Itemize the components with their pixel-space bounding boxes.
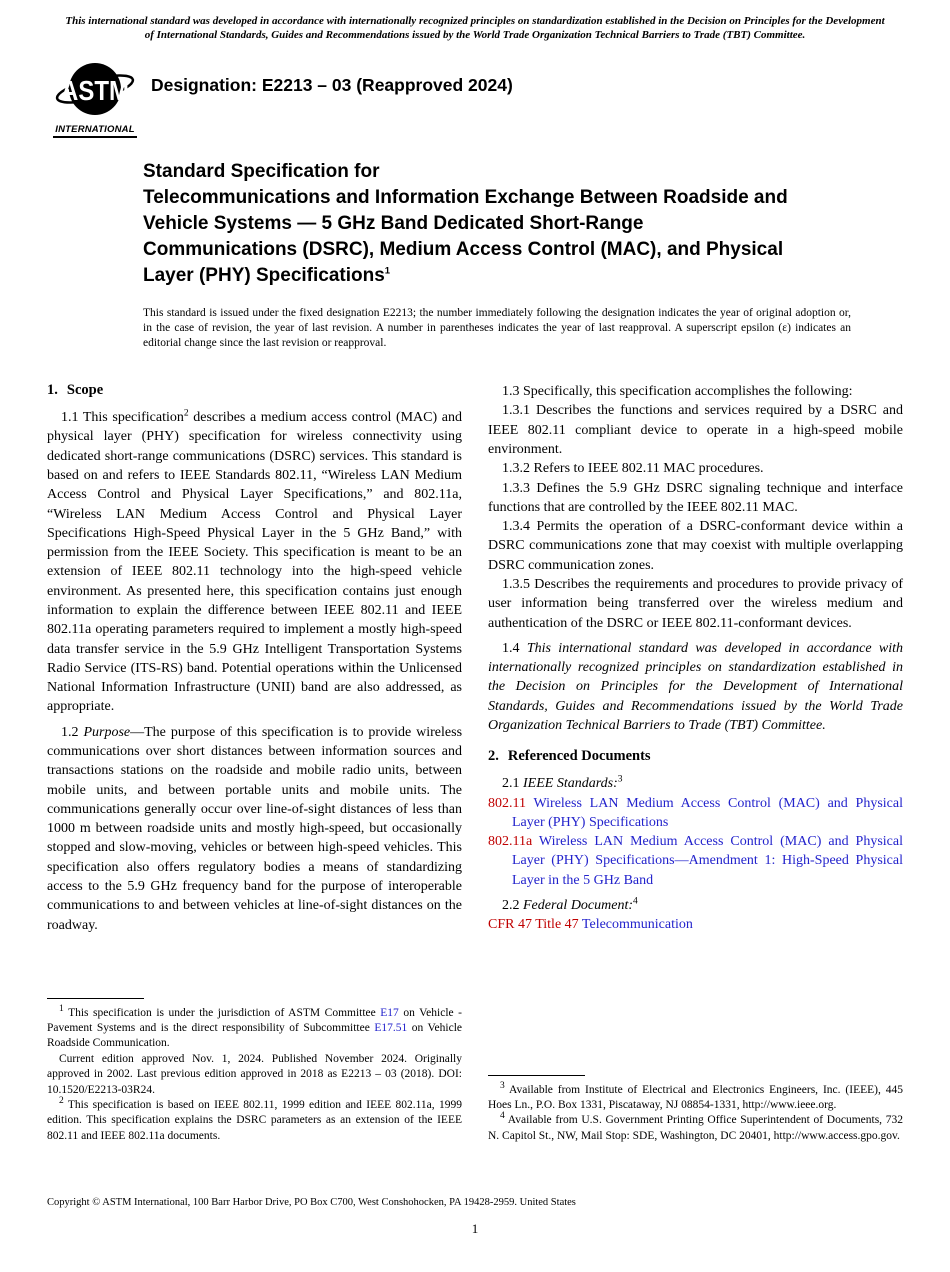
right-footnotes <box>488 1075 903 1145</box>
wto-notice: This international standard was developed in accordance with internationally recognized principles on standardization established in the Decision on Principles for the Development of International Standards, Guides and Recommendations issued by the World Trade Organization Technical Barriers to Trade (TBT) Committee. <box>65 15 885 42</box>
reference-title-link[interactable]: Wireless LAN Medium Access Control (MAC) and Physical Layer (PHY) Specifications <box>512 795 903 830</box>
astm-logo <box>53 61 137 138</box>
svg-text:ASTM: ASTM <box>61 76 129 107</box>
reference-number[interactable]: CFR 47 Title 47 <box>488 917 579 933</box>
paragraph-1-4 <box>488 639 903 735</box>
footnote-text: Available from Institute of Electrical and Electronics Engineers, Inc. (IEEE), 445 Hoes Ln., P.O. Box 1331, Piscataway, NJ 08854-1331, http://www.ieee.org. <box>488 1083 903 1111</box>
right-column <box>488 382 903 1144</box>
footnote-text: This specification is under the jurisdiction of ASTM Committee <box>63 1006 381 1019</box>
footnote-divider <box>488 1075 585 1076</box>
page-number: 1 <box>471 1221 479 1236</box>
section-title: Scope <box>66 382 104 399</box>
paragraph-text: 1.1 This specification <box>61 410 184 426</box>
paragraph-2-1 <box>488 774 903 793</box>
paragraph-number: 1.2 <box>61 724 84 740</box>
paragraph-italic-text: This international standard was developed in accordance with internationally recognized principles on standardization established in the Decision on Principles for the Development of International Standards, Guides and Recommendations issued by the World Trade Organization Technical Barriers to Trade (TBT) Committee. <box>488 640 904 733</box>
astm-logo-label: INTERNATIONAL <box>53 124 137 138</box>
title-footnote-ref: 1 <box>384 265 391 277</box>
two-column-body <box>47 382 903 1144</box>
paragraph-text: —The purpose of this specification is to provide wireless communications over short distances between information sources and transactions stations on the roadside and mobile radio units, between mobile units, and between portable units and mobile units. The communications generally occur over line-of-sight distances of less than 1000 m between roadside units and mostly high-speed, but occasionally stopped and slow-moving, vehicles or between high-speed vehicles. This specification also offers regulatory bodies a means of standardizing access to the 5.9 GHz frequency band for the purpose of interoperable communications to and between vehicles at line-of-sight distances on the roadway. <box>47 724 463 933</box>
reference-title-link[interactable]: Telecommunication <box>578 917 693 933</box>
section-heading-referenced-documents <box>488 748 903 765</box>
left-footnotes <box>47 998 462 1145</box>
paragraph-1-3-2: 1.3.2 Refers to IEEE 802.11 MAC procedures. <box>502 461 764 477</box>
footnote-text: This specification is based on IEEE 802.11, 1999 edition and IEEE 802.11a, 1999 edition. This specification explains the DSRC parameters as an extension of the IEEE 802.11 and IEEE 802.11a documents. <box>47 1098 462 1142</box>
paragraph-1-1 <box>47 408 462 717</box>
paragraph-1-3-3: 1.3.3 Defines the 5.9 GHz DSRC signaling technique and interface functions that are controlled by the IEEE 802.11 MAC. <box>488 480 903 515</box>
paragraph-lead-italic: Purpose <box>83 724 131 740</box>
link-e17-51[interactable]: E17.51 <box>374 1021 408 1034</box>
footnote-ref-4: 4 <box>633 896 638 907</box>
title-main: Telecommunications and Information Exchange Between Roadside and Vehicle Systems — 5 GHz Band Dedicated Short-Range Communications (DSRC), Medium Access Control (MAC), and Physical Layer (PHY) Specifications <box>143 186 788 286</box>
section-heading-scope <box>47 382 462 399</box>
paragraph-lead-italic: Federal Document: <box>523 897 634 913</box>
left-column <box>47 382 462 1144</box>
paragraph-number: 1.4 <box>502 640 527 656</box>
paragraph-1-3-5: 1.3.5 Describes the requirements and procedures to provide privacy of user information being transferred over the wireless medium and authentication of the DSRC or IEEE 802.11-conformant devices. <box>488 577 903 631</box>
paragraph-1-2 <box>47 723 462 935</box>
astm-globe-icon <box>54 61 136 119</box>
footnote-1-edition: Current edition approved Nov. 1, 2024. Published November 2024. Originally approved in 2002. Last previous edition approved in 2018 as E2213 – 03 (2018). DOI: 10.1520/E2213-03R24. <box>47 1052 462 1096</box>
paragraph-2-2 <box>488 896 903 915</box>
issued-note: This standard is issued under the fixed designation E2213; the number immediately following the designation indicates the year of original adoption or, in the case of revision, the year of last revision. A number in parentheses indicates the year of last reapproval. A superscript epsilon (ε) indicates an editorial change since the last revision or reapproval. <box>143 306 851 350</box>
paragraph-text: describes a medium access control (MAC) and physical layer (PHY) specification for wireless connectivity using dedicated short-range communications (DSRC) services. This standard is based on and refers to IEEE Standards 802.11, “Wireless LAN Medium Access Control and Physical Layer Specifications,” and 802.11a, “Wireless LAN Medium Access Control and Physical Layer Specifications High-Speed Physical Layer in the 5 GHz Band,” with permission from the IEEE Society. This specification is meant to be an extension of IEEE 802.11 technology into the high-speed vehicle environment. As presented here, this specification contains just enough information to explain the difference between IEEE 802.11 and IEEE 802.11a operating parameters required to implement a mostly high-speed data transfer service in the 5.9 GHz Intelligent Transportation Systems Radio Service (ITS-RS) band. Potential operations within the Unlicensed National Information Infrastructure (UNII) band are also addressed, as appropriate. <box>47 410 462 715</box>
paragraph-1-3: 1.3 Specifically, this specification accomplishes the following: <box>502 384 853 400</box>
section-title: Referenced Documents <box>507 748 651 765</box>
footnote-4 <box>488 1113 903 1144</box>
reference-802-11a[interactable] <box>488 832 903 890</box>
footnote-text: Available from U.S. Government Printing Office Superintendent of Documents, 732 N. Capitol St., NW, Mail Stop: SDE, Washington, DC 20401, http://www.access.gpo.gov. <box>488 1114 903 1142</box>
copyright-line: Copyright © ASTM International, 100 Barr Harbor Drive, PO Box C700, West Conshohocken, PA 19428-2959. United States <box>47 1197 576 1208</box>
paragraph-1-3-1: 1.3.1 Describes the functions and services required by a DSRC and IEEE 802.11 compliant device to operate in a high-speed mobile environment. <box>488 403 903 458</box>
paragraph-1-3-4: 1.3.4 Permits the operation of a DSRC-conformant device within a DSRC communications zone that may coexist with multiple overlapping DSRC communication zones. <box>488 519 903 573</box>
footnote-number: 2 <box>59 1096 64 1107</box>
footnote-text: on Vehicle - Pavement Systems and is the direct responsibility of Subcommittee <box>47 1006 462 1034</box>
footnote-number: 3 <box>500 1080 505 1091</box>
page-title <box>143 159 791 289</box>
masthead <box>53 61 950 133</box>
section-number: 1. <box>47 382 58 399</box>
reference-number[interactable]: 802.11 <box>488 795 526 811</box>
footnote-text: on Vehicle Roadside Communication. <box>47 1021 462 1050</box>
reference-title-link[interactable]: Wireless LAN Medium Access Control (MAC) and Physical Layer (PHY) Specifications—Amendment 1: High-Speed Physical Layer in the 5 GHz Band <box>512 834 903 888</box>
reference-cfr-47[interactable] <box>488 915 903 934</box>
link-e17[interactable]: E17 <box>380 1006 399 1019</box>
paragraph-lead-italic: IEEE Standards: <box>523 776 618 792</box>
reference-number[interactable]: 802.11a <box>488 834 533 850</box>
footnote-number: 4 <box>500 1111 505 1122</box>
title-prefix: Standard Specification for <box>143 160 380 182</box>
footnote-3 <box>488 1080 903 1114</box>
footnote-number: 1 <box>59 1003 64 1014</box>
footnote-ref-3: 3 <box>617 774 623 785</box>
footnote-2 <box>47 1098 462 1144</box>
section-number: 2. <box>488 748 499 765</box>
footnote-divider <box>47 998 144 999</box>
paragraph-number: 2.2 <box>502 897 523 913</box>
footnote-1 <box>47 1003 462 1052</box>
footnote-ref-2: 2 <box>183 408 189 419</box>
paragraph-number: 2.1 <box>502 776 523 792</box>
reference-802-11[interactable] <box>488 794 903 833</box>
designation: Designation: E2213 – 03 (Reapproved 2024) <box>151 74 513 95</box>
